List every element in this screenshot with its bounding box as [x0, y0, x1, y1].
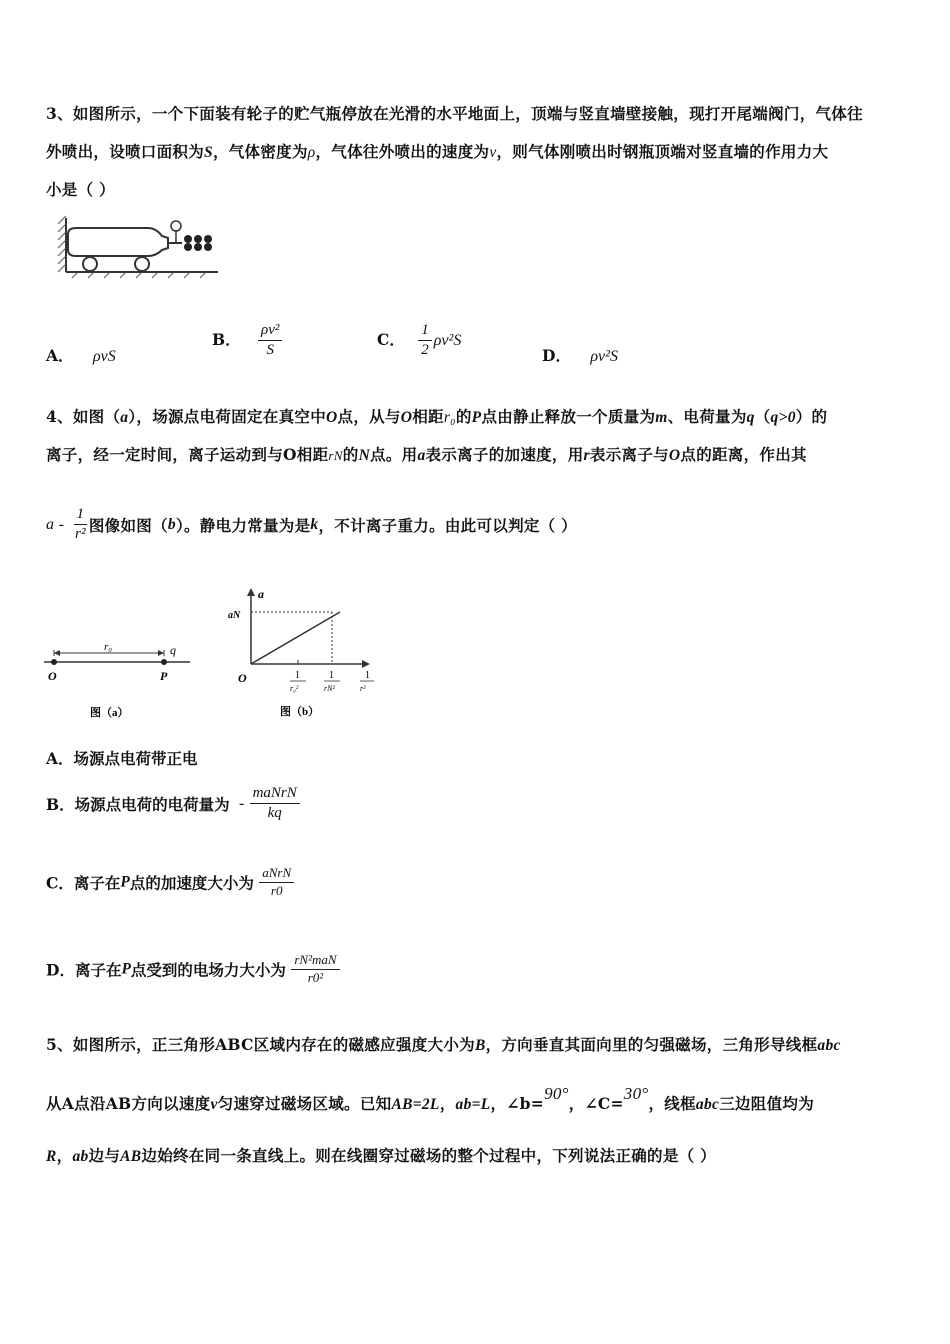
var-P: P — [471, 409, 482, 426]
option-expr: ρv²S — [433, 331, 462, 349]
q4-text: 表示离子的加速度，用 — [425, 445, 584, 464]
label-aN: aN — [228, 610, 241, 621]
fraction — [259, 866, 294, 899]
fraction-denominator: r0² — [307, 969, 324, 985]
q5-text: ， — [490, 1094, 507, 1113]
q4-text: ）。静电力常量为是 — [175, 515, 311, 535]
caption-figure-b: 图（b） — [280, 706, 320, 718]
var-B: B — [474, 1037, 486, 1054]
q5-line-2 — [46, 1084, 814, 1114]
q5-text: 5、如图所示，正三角形ABC区域内存在的磁感应强度大小为 — [46, 1035, 475, 1054]
label-q: q — [170, 643, 176, 657]
q4-text: 图像如图（ — [88, 515, 168, 535]
label-a: a — [258, 587, 264, 601]
q3-option-c[interactable] — [377, 322, 461, 360]
q3-option-a[interactable] — [46, 344, 116, 366]
q4-option-d[interactable] — [46, 953, 340, 986]
var-m: m — [655, 409, 668, 426]
fraction-numerator: rN²maN — [291, 953, 339, 970]
q5-text: ， — [56, 1146, 73, 1165]
value-30deg: 30° — [623, 1084, 649, 1103]
q3-text: ，则气体刚喷出时钢瓶顶端对竖直墙的作用力大 — [496, 142, 829, 161]
var-abc: abc — [817, 1037, 841, 1054]
var-r: r — [583, 447, 590, 464]
q5-text: 边与 — [88, 1146, 121, 1165]
point-O — [51, 659, 57, 665]
var-AB: AB — [120, 1148, 142, 1165]
var-O: O — [668, 447, 681, 464]
q4-option-a[interactable]: A．场源点电荷带正电 — [46, 749, 198, 768]
var-v: v — [489, 144, 497, 161]
q4-text: 离子，经一定时间，离子运动到与O相距 — [46, 445, 329, 464]
fraction — [258, 322, 282, 360]
figure-a — [40, 636, 200, 722]
point-P — [161, 659, 167, 665]
var-a: a — [120, 409, 129, 426]
var-ab: ab=L — [455, 1096, 491, 1113]
q4-line-1 — [46, 405, 827, 427]
q4-text: ）的 — [795, 407, 828, 426]
var-AB: AB=2L — [391, 1096, 440, 1113]
var-k: k — [310, 515, 319, 533]
caption-figure-a: 图（a） — [90, 707, 129, 719]
var-a: a — [417, 447, 426, 464]
tick2-den: rN² — [324, 684, 335, 693]
var-r0: r₀ — [443, 409, 456, 426]
var-rho: ρ — [307, 144, 316, 161]
fraction-denominator: r² — [74, 526, 86, 543]
fraction-numerator: ρv² — [258, 322, 282, 341]
label-O: O — [48, 669, 57, 683]
minus-sign: - — [239, 794, 245, 812]
var-N: N — [358, 447, 371, 464]
q5-text: ，线框 — [648, 1094, 696, 1113]
axis-num: 1 — [365, 670, 370, 681]
q5-text: 三边阻值均为 — [719, 1094, 814, 1113]
q4-option-b[interactable] — [46, 785, 300, 823]
var-P: P — [121, 960, 131, 978]
option-text: D．离子在 — [46, 960, 122, 980]
q4-text: 点由静止释放一个质量为 — [481, 407, 656, 426]
var-v: v — [210, 1096, 218, 1113]
fraction-denominator: r0 — [270, 882, 283, 898]
q3-text: 外喷出，设喷口面积为 — [46, 142, 205, 161]
var-R: R — [46, 1148, 57, 1165]
option-text: C．离子在 — [46, 873, 121, 893]
tick1-num: 1 — [295, 670, 300, 681]
q3-line-2 — [46, 140, 828, 162]
option-expr: ρv²S — [590, 348, 618, 365]
q5-text: 边始终在同一条直线上。则在线圈穿过磁场的整个过程中，下列说法正确的是（ ） — [141, 1146, 716, 1165]
q4-text: ，不计离子重力。由此可以判定（ ） — [318, 515, 577, 535]
q3-line-3: 小是（ ） — [46, 180, 115, 199]
option-label: A． — [46, 346, 74, 365]
q4-text: 点，从与 — [337, 407, 401, 426]
label-P: P — [160, 669, 168, 683]
q3-text: ，气体往外喷出的速度为 — [315, 142, 490, 161]
q4-text: （ — [754, 407, 771, 426]
q5-line-1 — [46, 1033, 841, 1055]
q3-line-1: 3、如图所示，一个下面装有轮子的贮气瓶停放在光滑的水平地面上，顶端与竖直墙壁接触，现打开尾端阀门，气体往 — [46, 104, 863, 123]
var-abc: abc — [695, 1096, 720, 1113]
q5-text: ， — [439, 1094, 456, 1113]
fraction-numerator: aNrN — [259, 866, 294, 883]
angle-b: ∠b= — [506, 1094, 545, 1113]
label-O: O — [238, 671, 247, 685]
figure-b — [226, 584, 386, 724]
var-a-graph: a - — [46, 515, 65, 533]
q4-text: 的 — [455, 407, 472, 426]
var-q: q — [746, 409, 755, 426]
var-S: S — [204, 144, 213, 161]
label-r0: r₀ — [104, 641, 113, 653]
fraction-numerator: 1 — [74, 506, 88, 525]
option-expr: ρvS — [92, 348, 116, 365]
var-P: P — [120, 873, 130, 891]
q4-option-c[interactable] — [46, 866, 294, 899]
option-label: B． — [212, 329, 241, 349]
q4-text: 的 — [342, 445, 359, 464]
option-label: C． — [377, 329, 405, 349]
option-text: 点的加速度大小为 — [129, 873, 254, 893]
q4-text: 相距 — [412, 407, 444, 426]
q5-text: 从A点沿AB方向以速度 — [46, 1094, 211, 1113]
option-text: B．场源点电荷的电荷量为 — [46, 794, 230, 814]
q4-line-2 — [46, 443, 807, 465]
fraction — [72, 506, 89, 544]
var-ab: ab — [72, 1148, 89, 1165]
q3-option-b[interactable] — [212, 322, 282, 360]
q4-text: 、电荷量为 — [667, 407, 747, 426]
var-q-condition: q>0 — [770, 409, 796, 426]
q4-line-3 — [46, 506, 577, 544]
q4-text: ），场源点电荷固定在真空中 — [128, 407, 327, 426]
q4-text: 表示离子与 — [589, 445, 669, 464]
tick1-den: r₀² — [290, 684, 299, 693]
q3-text: ，气体密度为 — [212, 142, 308, 161]
var-O: O — [326, 409, 338, 426]
option-label: D． — [542, 346, 571, 365]
fraction-denominator: kq — [267, 805, 282, 822]
var-O: O — [400, 409, 413, 426]
fraction-denominator: 2 — [421, 342, 429, 359]
q4-text: 点的距离，作出其 — [680, 445, 807, 464]
fraction — [291, 953, 339, 986]
q4-text: 4、如图（ — [46, 407, 121, 426]
fraction-numerator: maNrN — [250, 785, 300, 804]
q5-text: ， — [568, 1094, 585, 1113]
axis-den: r² — [360, 684, 366, 693]
fraction-numerator: 1 — [418, 322, 432, 341]
graph-line — [251, 612, 340, 664]
fraction-denominator: S — [266, 342, 274, 359]
fraction — [418, 322, 432, 360]
q4-text: 点。用 — [370, 445, 418, 464]
q5-text: 匀速穿过磁场区域。已知 — [217, 1094, 392, 1113]
q5-text: ，方向垂直其面向里的匀强磁场，三角形导线框 — [485, 1035, 818, 1054]
tick2-num: 1 — [329, 670, 334, 681]
value-90deg: 90° — [544, 1084, 569, 1103]
option-text: 点受到的电场力大小为 — [130, 960, 286, 980]
var-b: b — [167, 515, 176, 533]
q3-option-d[interactable] — [542, 344, 618, 366]
var-rN: rN — [328, 448, 343, 463]
q5-line-3 — [46, 1144, 716, 1166]
gas-cylinder-figure — [58, 212, 228, 278]
angle-C: ∠C= — [584, 1094, 624, 1113]
fraction — [250, 785, 300, 823]
